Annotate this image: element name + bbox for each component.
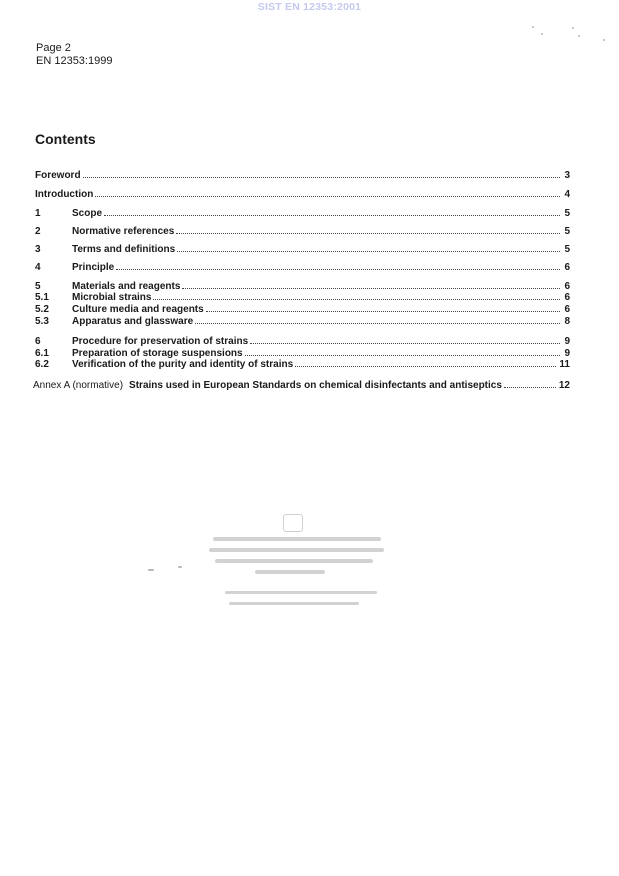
- toc-entry-page-number: 5: [564, 244, 570, 255]
- toc-entry-number: 6.2: [35, 359, 49, 370]
- toc-entry-title: Terms and definitions: [72, 244, 176, 255]
- library-stamp: [205, 512, 385, 617]
- toc-entry-number: 6: [35, 336, 41, 347]
- dot-leader: [245, 354, 560, 356]
- scan-speck: [148, 569, 154, 571]
- dot-leader: [295, 365, 556, 367]
- toc-entry-number: 5.3: [35, 316, 49, 327]
- dot-leader: [83, 176, 560, 178]
- toc-entry-page-number: 9: [564, 336, 570, 347]
- toc-entry-number: 2: [35, 226, 41, 237]
- toc-entry-title: Verification of the purity and identity of strains: [72, 359, 294, 370]
- toc-entry-page-number: 6: [564, 292, 570, 303]
- scan-speck: [578, 35, 580, 37]
- page-header: [36, 42, 112, 68]
- annex-prefix: Annex A (normative): [33, 380, 124, 391]
- scan-speck: [572, 27, 574, 29]
- toc-entry-number: 5.1: [35, 292, 49, 303]
- dot-leader: [206, 310, 560, 312]
- toc-entry-title: Apparatus and glassware: [72, 316, 194, 327]
- toc-entry[interactable]: [35, 244, 570, 256]
- toc-entry[interactable]: [35, 304, 570, 316]
- annex-page-number: 12: [558, 380, 570, 391]
- toc-entry[interactable]: [35, 262, 570, 274]
- dot-leader: [116, 268, 560, 270]
- toc-entry-number: 5.2: [35, 304, 49, 315]
- scan-speck: [178, 566, 182, 568]
- dot-leader: [95, 195, 560, 197]
- toc-entry[interactable]: [35, 292, 570, 304]
- toc-entry-title: Introduction: [35, 189, 94, 200]
- toc-entry[interactable]: [35, 189, 570, 201]
- toc-entry-title: Culture media and reagents: [72, 304, 204, 315]
- toc-annex-entry[interactable]: [33, 380, 570, 392]
- toc-entry-page-number: 6: [564, 281, 570, 292]
- contents-title: Contents: [35, 131, 96, 147]
- scan-speck: [532, 26, 534, 28]
- toc-entry-page-number: 9: [564, 348, 570, 359]
- toc-entry-number: 6.1: [35, 348, 49, 359]
- dot-leader: [195, 322, 560, 324]
- toc-entry-title: Materials and reagents: [72, 281, 181, 292]
- scan-speck: [541, 33, 543, 35]
- page-number: Page 2: [36, 42, 71, 54]
- toc-entry-number: 3: [35, 244, 41, 255]
- toc-entry-page-number: 5: [564, 208, 570, 219]
- toc-entry[interactable]: [35, 226, 570, 238]
- stamp-logo-icon: [283, 514, 303, 532]
- standard-id: EN 12353:1999: [36, 55, 113, 67]
- toc-entry-page-number: 6: [564, 262, 570, 273]
- dot-leader: [177, 250, 560, 252]
- toc-entry-title: Microbial strains: [72, 292, 152, 303]
- toc-entry[interactable]: [35, 336, 570, 348]
- annex-title: Strains used in European Standards on chemical disinfectants and antiseptics: [129, 380, 502, 391]
- dot-leader: [176, 232, 560, 234]
- toc-entry-title: Preparation of storage suspensions: [72, 348, 243, 359]
- toc-entry[interactable]: [35, 208, 570, 220]
- toc-entry-number: 1: [35, 208, 41, 219]
- toc-entry-page-number: 4: [564, 189, 570, 200]
- scan-speck: [603, 39, 605, 41]
- dot-leader: [104, 214, 560, 216]
- watermark: SIST EN 12353:2001: [257, 1, 362, 13]
- toc-entry[interactable]: [35, 170, 570, 182]
- toc-entry-page-number: 11: [559, 359, 570, 370]
- dot-leader: [504, 386, 556, 388]
- toc-entry-page-number: 3: [564, 170, 570, 181]
- toc-entry-title: Normative references: [72, 226, 175, 237]
- toc-entry-number: 5: [35, 281, 41, 292]
- toc-entry[interactable]: [35, 316, 570, 328]
- toc-entry-page-number: 6: [564, 304, 570, 315]
- dot-leader: [153, 298, 560, 300]
- toc-entry-page-number: 8: [564, 316, 570, 327]
- toc-entry-title: Foreword: [35, 170, 81, 181]
- dot-leader: [250, 342, 560, 344]
- toc-entry-page-number: 5: [564, 226, 570, 237]
- toc-entry-title: Scope: [72, 208, 103, 219]
- dot-leader: [182, 287, 560, 289]
- toc-entry-number: 4: [35, 262, 41, 273]
- toc-entry-title: Procedure for preservation of strains: [72, 336, 249, 347]
- toc-entry-title: Principle: [72, 262, 115, 273]
- toc-entry[interactable]: [35, 359, 570, 371]
